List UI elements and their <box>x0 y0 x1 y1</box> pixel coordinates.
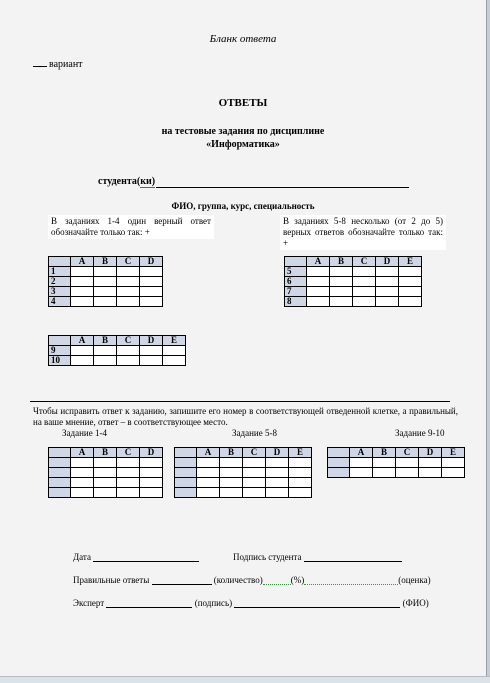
answer-cell[interactable] <box>94 346 117 356</box>
row-header: 7 <box>285 287 307 297</box>
column-header: A <box>71 448 94 458</box>
answer-cell[interactable] <box>71 346 94 356</box>
answer-cell[interactable] <box>353 277 376 287</box>
answer-cell[interactable] <box>71 287 94 297</box>
column-header: E <box>163 336 186 346</box>
answer-cell[interactable] <box>197 478 220 488</box>
expert-name-line[interactable] <box>234 607 400 608</box>
correct-answers-row <box>73 575 431 585</box>
answer-cell[interactable] <box>307 267 330 277</box>
row-header[interactable] <box>175 488 197 498</box>
column-header: A <box>71 257 94 267</box>
row-header[interactable] <box>175 458 197 468</box>
row-header: 8 <box>285 297 307 307</box>
expert-row <box>73 598 429 608</box>
answer-cell[interactable] <box>396 458 419 468</box>
grade-line[interactable] <box>304 584 398 585</box>
answer-cell[interactable] <box>442 458 465 468</box>
answer-cell[interactable] <box>289 478 312 488</box>
answer-cell[interactable] <box>94 277 117 287</box>
student-label-suffix: ки) <box>140 176 156 187</box>
answer-cell[interactable] <box>220 478 243 488</box>
answer-cell[interactable] <box>140 277 163 287</box>
row-header[interactable] <box>328 468 350 478</box>
grade-caption: (оценка) <box>398 575 431 585</box>
answer-cell[interactable] <box>94 297 117 307</box>
column-header: D <box>140 257 163 267</box>
answer-cell[interactable] <box>94 478 117 488</box>
answer-cell[interactable] <box>353 287 376 297</box>
answer-cell[interactable] <box>289 468 312 478</box>
answer-cell[interactable] <box>71 297 94 307</box>
answer-cell[interactable] <box>350 468 373 478</box>
answer-cell[interactable] <box>94 267 117 277</box>
answer-cell[interactable] <box>140 488 163 498</box>
answer-cell[interactable] <box>373 468 396 478</box>
answer-cell[interactable] <box>94 488 117 498</box>
date-row <box>73 552 199 562</box>
answer-cell[interactable] <box>330 267 353 277</box>
column-header: A <box>307 257 330 267</box>
corner-cell <box>328 448 350 458</box>
answer-cell[interactable] <box>94 287 117 297</box>
answer-cell[interactable] <box>220 458 243 468</box>
answers-heading: ОТВЕТЫ <box>218 97 268 109</box>
answer-cell[interactable] <box>71 458 94 468</box>
answer-cell[interactable] <box>243 468 266 478</box>
answer-cell[interactable] <box>117 468 140 478</box>
answer-cell[interactable] <box>266 458 289 468</box>
answer-cell[interactable] <box>197 468 220 478</box>
subject-heading <box>0 125 486 151</box>
column-header: A <box>71 336 94 346</box>
row-header: 5 <box>285 267 307 277</box>
answer-cell[interactable] <box>376 277 399 287</box>
answer-cell[interactable] <box>376 297 399 307</box>
answer-cell[interactable] <box>396 468 419 478</box>
answer-cell[interactable] <box>266 478 289 488</box>
column-header: D <box>266 448 289 458</box>
column-header: D <box>140 336 163 346</box>
percent-line[interactable] <box>263 584 291 585</box>
answer-cell[interactable] <box>71 267 94 277</box>
answer-cell[interactable] <box>117 287 140 297</box>
expert-signature-line[interactable] <box>106 607 192 608</box>
form-title: Бланк ответа <box>209 33 277 45</box>
answer-cell[interactable] <box>140 356 163 366</box>
answer-cell[interactable] <box>307 287 330 297</box>
column-header: C <box>353 257 376 267</box>
corner-cell <box>49 336 71 346</box>
answer-cell[interactable] <box>117 277 140 287</box>
answer-cell[interactable] <box>243 458 266 468</box>
answer-cell[interactable] <box>140 287 163 297</box>
column-header: C <box>396 448 419 458</box>
subject-line1: на тестовые задания по дисциплине <box>161 126 325 137</box>
answer-cell[interactable] <box>399 277 422 287</box>
row-header: 6 <box>285 277 307 287</box>
corner-cell <box>49 448 71 458</box>
column-header: A <box>197 448 220 458</box>
row-header[interactable] <box>49 488 71 498</box>
answer-cell[interactable] <box>163 346 186 356</box>
row-header[interactable] <box>49 478 71 488</box>
answer-cell[interactable] <box>330 297 353 307</box>
answer-cell[interactable] <box>330 277 353 287</box>
column-header: B <box>373 448 396 458</box>
row-header: 2 <box>49 277 71 287</box>
student-signature-label: Подпись студента <box>233 552 302 562</box>
column-header: B <box>330 257 353 267</box>
answer-cell[interactable] <box>353 267 376 277</box>
row-header: 3 <box>49 287 71 297</box>
count-caption: (количество) <box>213 575 263 585</box>
column-header: C <box>117 257 140 267</box>
answer-cell[interactable] <box>71 488 94 498</box>
answer-cell[interactable] <box>163 356 186 366</box>
answer-cell[interactable] <box>307 297 330 307</box>
answer-cell[interactable] <box>71 478 94 488</box>
student-label-prefix: студента( <box>98 176 141 187</box>
answer-cell[interactable] <box>117 346 140 356</box>
row-header[interactable] <box>49 458 71 468</box>
answer-cell[interactable] <box>117 478 140 488</box>
answer-cell[interactable] <box>289 458 312 468</box>
student-signature-line[interactable] <box>304 561 402 562</box>
fio-caption: ФИО, группа, курс, специальность <box>171 201 315 211</box>
correction-table-9-10 <box>327 447 465 478</box>
student-signature-row <box>233 552 402 562</box>
column-header: B <box>220 448 243 458</box>
subject-line2: «Информатика» <box>206 139 280 150</box>
answer-cell[interactable] <box>289 488 312 498</box>
correction-label-5-8: Задание 5-8 <box>232 428 277 438</box>
column-header: A <box>350 448 373 458</box>
date-label: Дата <box>73 552 91 562</box>
column-header: B <box>94 257 117 267</box>
corner-cell <box>285 257 307 267</box>
variant-field <box>33 59 83 70</box>
answer-cell[interactable] <box>330 287 353 297</box>
variant-blank <box>33 66 47 67</box>
answer-table-1-4 <box>48 256 163 307</box>
row-header: 4 <box>49 297 71 307</box>
instruction-single: В заданиях 1-4 один верный ответ обозначайте только так: + <box>48 215 214 239</box>
correction-instruction: Чтобы исправить ответ к заданию, запишите его номер в соответствующей отведенной клетке, а правильный, на ваше мнение, ответ – в соответствующее место. <box>33 406 458 427</box>
corner-cell <box>175 448 197 458</box>
answer-cell[interactable] <box>243 478 266 488</box>
answer-cell[interactable] <box>373 458 396 468</box>
column-header: C <box>117 448 140 458</box>
answer-table-5-8 <box>284 256 422 307</box>
row-header: 1 <box>49 267 71 277</box>
answer-cell[interactable] <box>197 488 220 498</box>
answer-cell[interactable] <box>350 458 373 468</box>
date-line[interactable] <box>93 561 199 562</box>
row-header[interactable] <box>175 468 197 478</box>
column-header: E <box>399 257 422 267</box>
answer-cell[interactable] <box>399 297 422 307</box>
answer-cell[interactable] <box>117 356 140 366</box>
instruction-multiple: В заданиях 5-8 несколько (от 2 до 5) верных ответов обозначайте только так: + <box>280 215 446 250</box>
answer-cell[interactable] <box>266 468 289 478</box>
count-line[interactable] <box>152 584 212 585</box>
answer-cell[interactable] <box>243 488 266 498</box>
column-header: C <box>243 448 266 458</box>
answer-cell[interactable] <box>399 267 422 277</box>
answer-cell[interactable] <box>220 468 243 478</box>
variant-label: вариант <box>49 59 83 70</box>
correction-label-1-4: Задание 1-4 <box>62 428 107 438</box>
correction-label-9-10: Задание 9-10 <box>395 428 445 438</box>
answer-cell[interactable] <box>376 267 399 277</box>
column-header: B <box>94 336 117 346</box>
answer-table-9-10 <box>48 335 186 366</box>
fio-short-caption: (ФИО) <box>402 598 429 608</box>
answer-cell[interactable] <box>117 458 140 468</box>
row-header: 9 <box>49 346 71 356</box>
answer-cell[interactable] <box>94 458 117 468</box>
answer-cell[interactable] <box>266 488 289 498</box>
answer-cell[interactable] <box>140 458 163 468</box>
answer-cell[interactable] <box>117 297 140 307</box>
answer-cell[interactable] <box>399 287 422 297</box>
answer-cell[interactable] <box>220 488 243 498</box>
answer-cell[interactable] <box>71 468 94 478</box>
percent-caption: (%) <box>290 575 305 585</box>
answer-cell[interactable] <box>140 297 163 307</box>
student-line <box>156 187 409 188</box>
section-divider <box>30 401 450 402</box>
expert-label: Эксперт <box>73 598 105 608</box>
answer-cell[interactable] <box>71 277 94 287</box>
answer-cell[interactable] <box>117 488 140 498</box>
column-header: D <box>376 257 399 267</box>
answer-cell[interactable] <box>94 356 117 366</box>
answer-cell[interactable] <box>419 458 442 468</box>
column-header: D <box>140 448 163 458</box>
answer-cell[interactable] <box>94 468 117 478</box>
answer-cell[interactable] <box>307 277 330 287</box>
answer-cell[interactable] <box>117 267 140 277</box>
row-header[interactable] <box>175 478 197 488</box>
answer-cell[interactable] <box>71 356 94 366</box>
row-header: 10 <box>49 356 71 366</box>
answer-cell[interactable] <box>140 346 163 356</box>
row-header[interactable] <box>328 458 350 468</box>
answer-cell[interactable] <box>376 287 399 297</box>
signature-caption: (подпись) <box>194 598 233 608</box>
answer-cell[interactable] <box>353 297 376 307</box>
answer-cell[interactable] <box>197 458 220 468</box>
column-header: D <box>419 448 442 458</box>
column-header: E <box>289 448 312 458</box>
answer-cell[interactable] <box>140 468 163 478</box>
column-header: B <box>94 448 117 458</box>
corner-cell <box>49 257 71 267</box>
answer-cell[interactable] <box>442 468 465 478</box>
column-header: C <box>117 336 140 346</box>
answer-cell[interactable] <box>140 478 163 488</box>
column-header: E <box>442 448 465 458</box>
answer-cell[interactable] <box>140 267 163 277</box>
correction-table-5-8 <box>174 447 312 498</box>
answer-cell[interactable] <box>419 468 442 478</box>
student-field <box>98 176 409 188</box>
correction-table-1-4 <box>48 447 163 498</box>
row-header[interactable] <box>49 468 71 478</box>
correct-answers-label: Правильные ответы <box>73 575 150 585</box>
